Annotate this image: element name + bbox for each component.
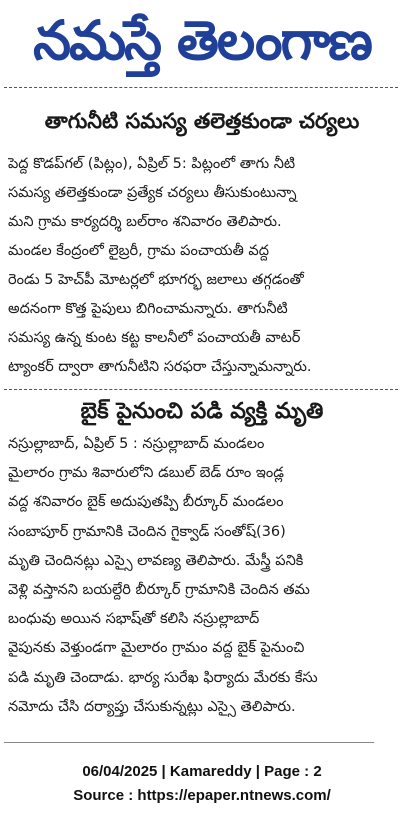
article2-line: మృతి చెందినట్లు ఎస్సై లావణ్య తెలిపారు. మేస్త్రీ పనికి (8, 552, 304, 569)
article2-line: వెళ్లి వస్తానని బయల్దేరి బీర్కూర్ గ్రామానికి చెందిన తమ (8, 582, 310, 599)
article2-line: బంధువు అయిన సభాష్‌తో కలిసి నస్రుల్లాబాద్ (8, 611, 260, 628)
article1-headline: తాగునీటి సమస్య తలెత్తకుండా చర్యలు (44, 109, 360, 133)
article2-line: పడి మృతి చెందాడు. భార్య సురేఖ ఫిర్యాదు మేరకు కేసు (8, 669, 318, 686)
article1-line: సమస్య ఉన్న కుంట కట్ట కాలనీలో పంచాయతీ వాటర్ (8, 330, 301, 346)
article1-line: మని గ్రామ కార్యదర్శి బల్‌రాం శనివారం తెలిపారు. (8, 214, 282, 230)
divider-top (4, 87, 398, 88)
article1-body (8, 150, 394, 382)
article2-line: వైపునకు వెళ్తుండగా మైలారం గ్రామం వద్ద బైక్ పైనుంచి (8, 640, 305, 657)
article2-body (8, 430, 394, 722)
article2-line: నస్రుల్లాబాద్, ఏప్రిల్ 5 : నస్రుల్లాబాద్ మండలం (8, 436, 265, 452)
article2-line: వద్ద శనివారం బైక్ అదుపుతప్పి బీర్కూర్ మండలం (8, 494, 284, 511)
article2-headline: బైక్ పైనుంచి పడి వ్యక్తి మృతి (80, 399, 324, 424)
article2-line: నమోదు చేసి దర్యాప్తు చేసుకున్నట్లు ఎస్సై తెలిపారు. (8, 698, 296, 715)
footer-dateline: 06/04/2025 | Kamareddy | Page : 2 (82, 763, 322, 780)
divider-middle (4, 389, 398, 390)
footer (0, 760, 404, 808)
article2-line: సంబాపూర్ గ్రామానికి చెందిన గైక్వాడ్ సంతోష్(36) (8, 523, 286, 540)
article1-line: పెద్ద కొడప్‌గల్ (పిట్లం), ఏప్రిల్ 5: పిట్లంలో తాగు నీటి (8, 156, 296, 172)
footer-source: Source : https://epaper.ntnews.com/ (73, 787, 331, 804)
newspaper-masthead: నమస్తే తెలంగాణ (33, 9, 371, 72)
article1-line: ట్యాంకర్ ద్వారా తాగునీటిని సరఫరా చేస్తున్నామన్నారు. (8, 359, 312, 375)
article2-line: మైలారం గ్రామ శివారులోని డబుల్ బెడ్ రూం ఇండ్ల (8, 465, 284, 482)
article1-line: సమస్య తలెత్తకుండా ప్రత్యేక చర్యలు తీసుకుంటున్నా (8, 185, 297, 201)
article1-line: అదనంగా కొత్త పైపులు బిగించామన్నారు. తాగునీటి (8, 301, 288, 317)
article1-line: మండల కేంద్రంలో లైబ్రరీ, గ్రామ పంచాయతీ వద్ద (8, 243, 269, 259)
article1-line: రెండు 5 హెచ్‌పీ మోటర్లలో భూగర్భ జలాలు తగ్గడంతో (8, 272, 304, 288)
divider-bottom (4, 742, 374, 743)
